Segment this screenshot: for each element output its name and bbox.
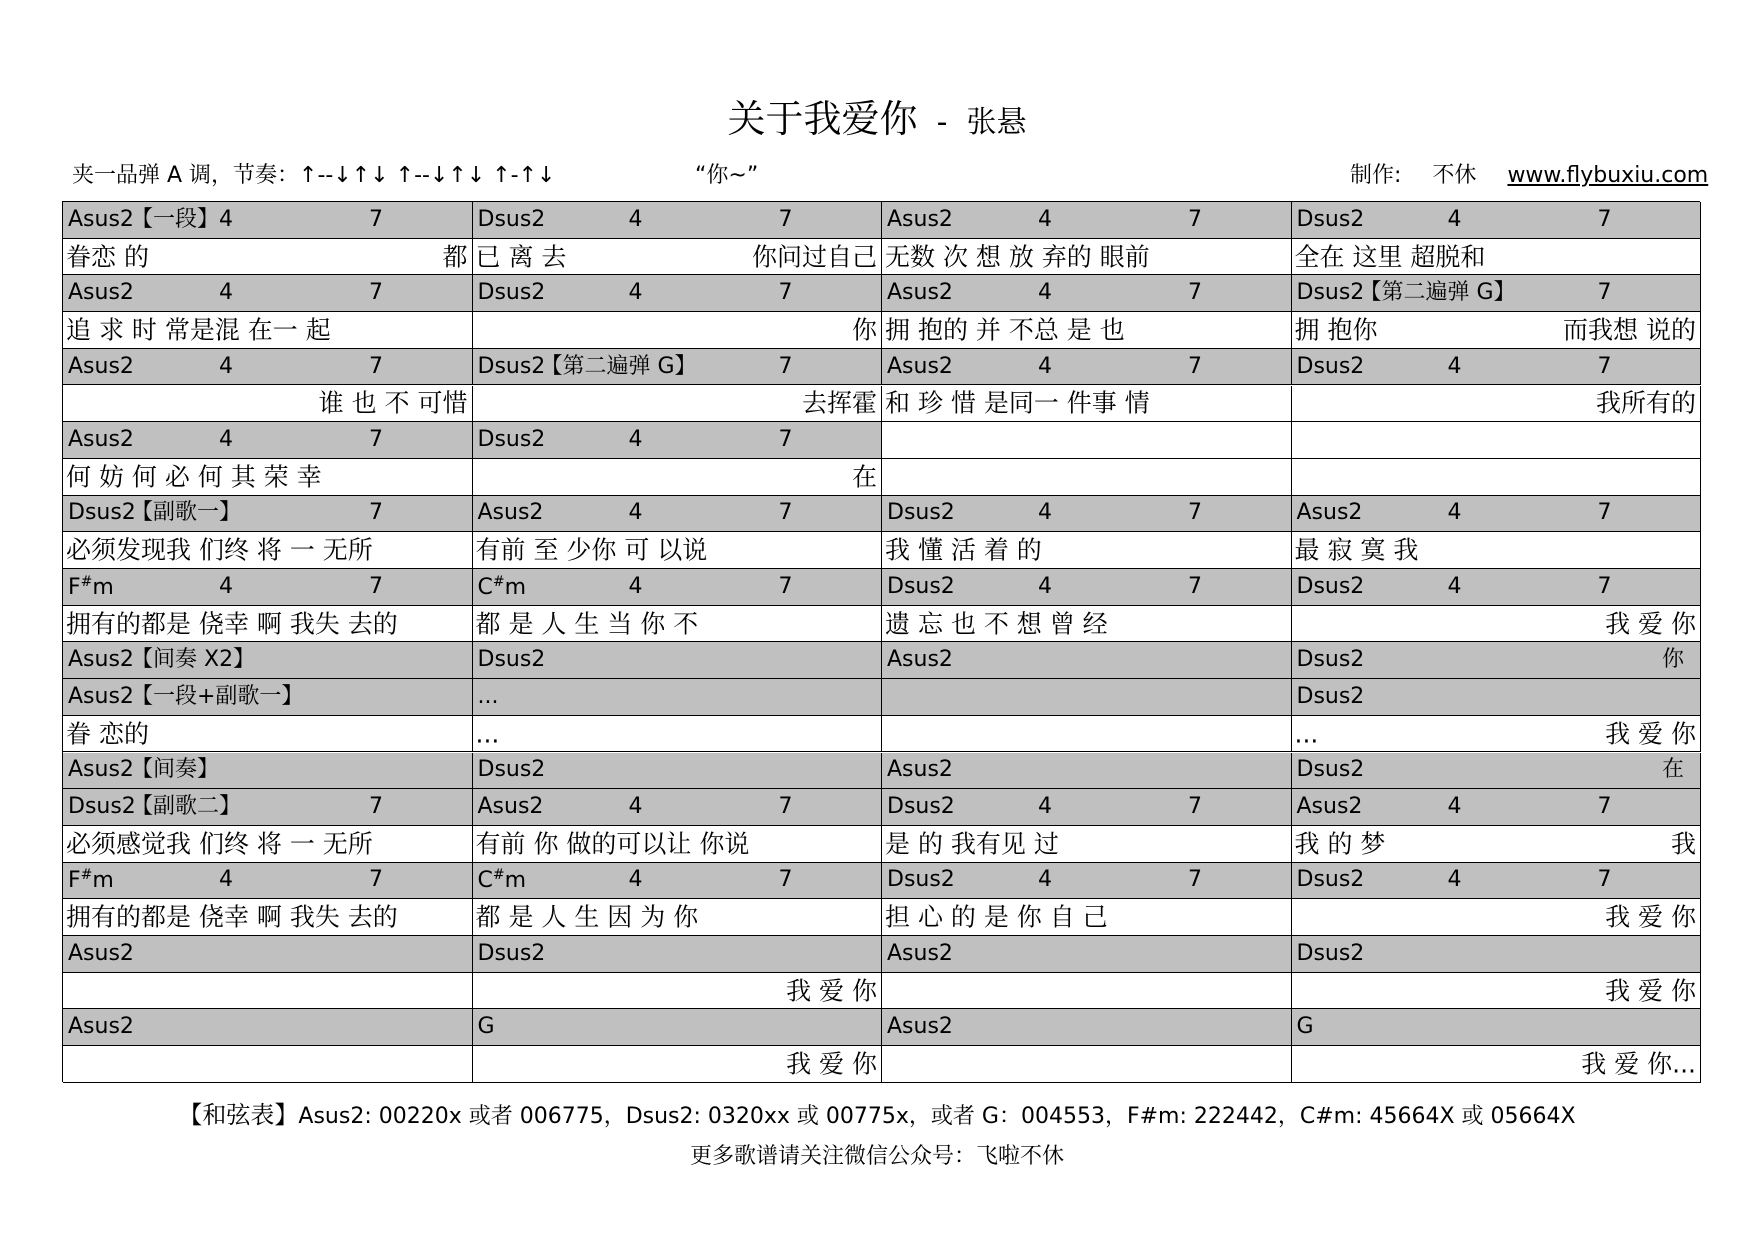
chord-name: Asus2 — [887, 1014, 953, 1040]
chord-cell — [1292, 275, 1702, 312]
lyric-cell — [1292, 973, 1702, 1010]
beat-marker: 7 — [1597, 794, 1612, 820]
section-tag: 【间奏 X2】 — [131, 647, 256, 673]
website-link[interactable]: www.flybuxiu.com — [1507, 163, 1709, 188]
section-tag: 【间奏】 — [131, 757, 220, 783]
chord-name: Asus2 — [1296, 794, 1363, 820]
lyric-cell — [882, 826, 1292, 863]
chord-cell — [882, 569, 1292, 606]
chord-name: ... — [477, 683, 499, 709]
lyric-text: 必须发现我 们终 将 一 无所 — [66, 535, 373, 565]
beat-marker: 7 — [778, 427, 793, 453]
lyric-cell — [63, 1046, 473, 1083]
lyric-cell — [63, 716, 473, 753]
beat-marker: 7 — [369, 867, 383, 893]
beat-marker: 7 — [1597, 206, 1612, 232]
chord-cell — [473, 753, 883, 790]
chord-name: Asus2 — [68, 757, 134, 783]
beat-marker: 7 — [1188, 206, 1202, 232]
chord-sheet-grid — [62, 201, 1700, 1082]
chord-name: Dsus2 — [1296, 573, 1365, 599]
beat-marker: 7 — [1597, 280, 1612, 306]
chord-cell — [882, 275, 1292, 312]
beat-marker: 4 — [1038, 353, 1052, 379]
chord-cell — [1292, 569, 1702, 606]
lyric-text: 我所有的 — [1595, 388, 1696, 418]
lyric-cell — [473, 532, 883, 569]
lyric-cell — [63, 973, 473, 1010]
beat-marker: 4 — [628, 427, 643, 453]
chord-name: Dsus2 — [1296, 867, 1365, 893]
chord-cell — [1292, 863, 1702, 900]
section-tag: 【副歌二】 — [131, 794, 242, 820]
chord-name: Dsus2 — [68, 500, 136, 526]
chord-cell — [473, 1009, 883, 1046]
chord-name: Dsus2 — [1296, 280, 1365, 306]
lyric-text: 拥有的都是 侥幸 啊 我失 去的 — [66, 902, 398, 932]
beat-marker: 4 — [1447, 353, 1462, 379]
chord-name: Asus2 — [68, 353, 134, 379]
lyric-cell — [882, 716, 1292, 753]
lyric-cell — [473, 459, 883, 496]
lyric-cell — [473, 716, 883, 753]
lyric-text: ... — [1294, 719, 1319, 749]
beat-marker: 7 — [1188, 280, 1202, 306]
section-tag: 【第二遍弹 G】 — [540, 353, 697, 379]
chord-name: Dsus2 — [477, 647, 546, 673]
lyric-cell — [473, 239, 883, 276]
lyric-cell — [1292, 826, 1702, 863]
chord-name: C#m — [477, 867, 527, 894]
chord-name: Dsus2 — [887, 794, 955, 820]
lyric-text: 何 妨 何 必 何 其 荣 幸 — [66, 462, 322, 492]
intro-cue: “你~” — [695, 163, 759, 188]
beat-marker: 4 — [1038, 206, 1052, 232]
beat-marker: 4 — [628, 573, 643, 599]
beat-marker: 7 — [369, 206, 383, 232]
chord-name: Dsus2 — [477, 280, 546, 306]
chord-name: Asus2 — [887, 353, 953, 379]
lyric-text: 我 爱 你 — [1605, 902, 1696, 932]
chord-cell — [882, 936, 1292, 973]
chord-cell — [882, 202, 1292, 239]
chord-cell — [882, 753, 1292, 790]
lyric-cell — [473, 973, 883, 1010]
chord-name: Asus2 — [887, 280, 953, 306]
credit-line — [1350, 158, 1708, 189]
chord-cell — [63, 422, 473, 459]
lyric-cell — [1292, 1046, 1702, 1083]
lyric-text: 你问过自己 — [751, 242, 877, 272]
chord-cell — [63, 349, 473, 386]
song-header — [0, 88, 1754, 143]
lyric-text: 担 心 的 是 你 自 己 — [885, 902, 1108, 932]
chord-cell — [1292, 202, 1702, 239]
chord-cell — [473, 349, 883, 386]
lyric-text: 和 珍 惜 是同一 件事 情 — [885, 388, 1150, 418]
beat-marker: 7 — [778, 500, 793, 526]
beat-marker: 4 — [1038, 280, 1052, 306]
lyric-cell — [63, 386, 473, 423]
beat-marker: 4 — [628, 500, 643, 526]
chord-cell — [1292, 642, 1702, 679]
chord-cell — [473, 569, 883, 606]
lyric-cell — [63, 826, 473, 863]
lyric-cell — [1292, 899, 1702, 936]
beat-marker: 4 — [219, 573, 233, 599]
beat-marker: 7 — [1597, 500, 1612, 526]
lyric-text: 全在 这里 超脱和 — [1294, 242, 1486, 272]
beat-marker: 7 — [1188, 353, 1202, 379]
chord-cell — [63, 202, 473, 239]
lyric-text: 在 — [851, 462, 877, 492]
beat-marker: 4 — [1038, 867, 1052, 893]
lyric-cell — [882, 532, 1292, 569]
chord-name: Asus2 — [68, 427, 134, 453]
chord-name: Dsus2 — [477, 757, 546, 783]
beat-marker: 7 — [778, 573, 793, 599]
lyric-cell — [882, 1046, 1292, 1083]
lyric-text: 我 爱 你... — [1581, 1049, 1696, 1079]
beat-marker: 4 — [1447, 867, 1462, 893]
lyric-cell — [1292, 386, 1702, 423]
beat-marker: 7 — [369, 573, 383, 599]
lyric-text: 我 的 梦 — [1294, 829, 1386, 859]
chord-cell — [473, 275, 883, 312]
beat-marker: 4 — [1447, 794, 1462, 820]
lyric-text: 都 — [442, 242, 468, 272]
chord-cell — [1292, 789, 1702, 826]
section-tag: 【第二遍弹 G】 — [1359, 280, 1516, 306]
empty-cell — [1292, 459, 1702, 496]
lyric-cell — [473, 386, 883, 423]
song-title: 关于我爱你 — [727, 97, 918, 141]
beat-marker: 7 — [1597, 867, 1612, 893]
chord-cell — [473, 936, 883, 973]
chord-cell — [473, 642, 883, 679]
beat-marker: 7 — [1188, 573, 1202, 599]
chord-row-lyric: 在 — [1661, 757, 1684, 783]
lyric-text: 我 爱 你 — [786, 1049, 877, 1079]
beat-marker: 4 — [1038, 573, 1052, 599]
chord-name: Dsus2 — [477, 206, 546, 232]
lyric-text: 我 懂 活 着 的 — [885, 535, 1042, 565]
chord-cell — [1292, 679, 1702, 716]
lyric-cell — [473, 899, 883, 936]
chord-name: Asus2 — [68, 1014, 134, 1040]
chord-name: Asus2 — [887, 206, 953, 232]
lyric-text: 都 是 人 生 因 为 你 — [475, 902, 699, 932]
chord-table — [0, 1095, 1754, 1130]
empty-cell — [882, 422, 1292, 459]
beat-marker: 4 — [628, 794, 643, 820]
beat-marker: 4 — [219, 867, 233, 893]
chord-cell — [473, 789, 883, 826]
lyric-text: 谁 也 不 可惜 — [318, 388, 468, 418]
lyric-text: 眷恋 的 — [66, 242, 149, 272]
chord-cell — [63, 679, 473, 716]
chord-name: Asus2 — [887, 757, 953, 783]
lyric-cell — [63, 532, 473, 569]
beat-marker: 7 — [778, 867, 793, 893]
lyric-text: 必须感觉我 们终 将 一 无所 — [66, 829, 373, 859]
lyric-cell — [1292, 716, 1702, 753]
chord-name: Dsus2 — [1296, 206, 1365, 232]
chord-name: Dsus2 — [887, 573, 955, 599]
chord-name: Asus2 — [68, 940, 134, 966]
capo-rhythm-info: 夹一品弹 A 调，节奏：↑--↓↑↓ ↑--↓↑↓ ↑-↑↓ — [72, 163, 556, 188]
beat-marker: 7 — [1597, 353, 1612, 379]
chord-name: Asus2 — [68, 647, 134, 673]
chord-name: F#m — [68, 573, 114, 601]
lyric-cell — [882, 239, 1292, 276]
maker-label: 制作: — [1350, 163, 1402, 188]
chord-cell — [63, 753, 473, 790]
chord-cell — [63, 936, 473, 973]
chord-cell — [1292, 496, 1702, 533]
beat-marker: 7 — [1188, 867, 1202, 893]
lyric-text: 拥 抱你 — [1294, 315, 1378, 345]
lyric-text: 我 爱 你 — [1605, 719, 1696, 749]
chord-cell — [63, 863, 473, 900]
lyric-text: 眷 恋的 — [66, 719, 149, 749]
beat-marker: 4 — [219, 206, 233, 232]
beat-marker: 4 — [1447, 573, 1462, 599]
chord-name: Asus2 — [477, 794, 544, 820]
beat-marker: 7 — [1188, 500, 1202, 526]
lyric-text: 我 爱 你 — [1605, 976, 1696, 1006]
lyric-cell — [1292, 532, 1702, 569]
chord-name: Dsus2 — [887, 500, 955, 526]
chord-cell — [473, 202, 883, 239]
lyric-cell — [63, 899, 473, 936]
chord-name: Dsus2 — [1296, 647, 1365, 673]
beat-marker: 7 — [369, 794, 383, 820]
beat-marker: 7 — [1188, 794, 1202, 820]
lyric-text: 都 是 人 生 当 你 不 — [475, 609, 699, 639]
lyric-text: 是 的 我有见 过 — [885, 829, 1059, 859]
lyric-cell — [63, 312, 473, 349]
artist-name: 张悬 — [966, 105, 1027, 140]
chord-name: Asus2 — [68, 683, 134, 709]
lyric-text: 拥 抱的 并 不总 是 也 — [885, 315, 1125, 345]
chord-cell — [63, 496, 473, 533]
beat-marker: 4 — [1038, 500, 1052, 526]
chord-name: Dsus2 — [477, 353, 546, 379]
maker-name: 不休 — [1432, 163, 1477, 188]
chord-cell — [1292, 1009, 1702, 1046]
empty-cell — [882, 459, 1292, 496]
lyric-text: 有前 至 少你 可 以说 — [475, 535, 708, 565]
chord-cell — [1292, 753, 1702, 790]
beat-marker: 7 — [778, 206, 793, 232]
chord-cell — [63, 275, 473, 312]
lyric-cell — [882, 312, 1292, 349]
chord-cell — [882, 349, 1292, 386]
chord-cell — [1292, 936, 1702, 973]
lyric-text: 而我想 说的 — [1563, 315, 1696, 345]
beat-marker: 7 — [1597, 573, 1612, 599]
beat-marker: 4 — [219, 280, 233, 306]
lyric-text: 追 求 时 常是混 在一 起 — [66, 315, 331, 345]
lyric-cell — [1292, 312, 1702, 349]
beat-marker: 4 — [628, 280, 643, 306]
chord-cell — [473, 863, 883, 900]
chord-cell — [473, 679, 883, 716]
lyric-cell — [63, 459, 473, 496]
lyric-cell — [882, 899, 1292, 936]
chord-cell — [63, 789, 473, 826]
beat-marker: 4 — [1447, 500, 1462, 526]
lyric-cell — [1292, 606, 1702, 643]
lyric-text: ... — [475, 719, 500, 749]
lyric-text: 我 爱 你 — [1605, 609, 1696, 639]
chord-cell — [63, 569, 473, 606]
chord-name: Asus2 — [68, 206, 134, 232]
beat-marker: 4 — [219, 427, 233, 453]
chord-name: Dsus2 — [477, 940, 546, 966]
beat-marker: 7 — [778, 794, 793, 820]
chord-name: Dsus2 — [887, 867, 955, 893]
chord-name: Dsus2 — [1296, 757, 1365, 783]
chord-name: Dsus2 — [1296, 353, 1365, 379]
chord-name: Asus2 — [887, 647, 953, 673]
footer-note: 更多歌谱请关注微信公众号：飞啦不休 — [689, 1144, 1064, 1169]
lyric-cell — [882, 973, 1292, 1010]
empty-cell — [1292, 422, 1702, 459]
chord-row-lyric: 你 — [1661, 647, 1684, 673]
chord-name: Dsus2 — [477, 427, 546, 453]
chord-name: Dsus2 — [1296, 940, 1365, 966]
chord-name: Asus2 — [1296, 500, 1363, 526]
lyric-text: 最 寂 寞 我 — [1294, 535, 1419, 565]
beat-marker: 4 — [219, 353, 233, 379]
chord-name: F#m — [68, 867, 114, 894]
chord-cell — [473, 496, 883, 533]
beat-marker: 4 — [1038, 794, 1052, 820]
chord-name: C#m — [477, 573, 527, 601]
chord-cell — [882, 679, 1292, 716]
chord-name: G — [477, 1014, 495, 1040]
beat-marker: 7 — [778, 353, 793, 379]
lyric-cell — [882, 606, 1292, 643]
lyric-cell — [63, 239, 473, 276]
section-tag: 【一段】 — [131, 206, 220, 232]
chord-cell — [882, 789, 1292, 826]
section-tag: 【副歌一】 — [131, 500, 242, 526]
beat-marker: 4 — [628, 206, 643, 232]
chord-name: Asus2 — [477, 500, 544, 526]
lyric-cell — [63, 606, 473, 643]
lyric-cell — [1292, 239, 1702, 276]
chord-cell — [882, 642, 1292, 679]
chord-name: Dsus2 — [68, 794, 136, 820]
beat-marker: 7 — [369, 280, 383, 306]
chord-name: Asus2 — [68, 280, 134, 306]
beat-marker: 4 — [628, 867, 643, 893]
lyric-cell — [473, 606, 883, 643]
chord-cell — [882, 863, 1292, 900]
chord-cell — [1292, 349, 1702, 386]
lyric-text: 有前 你 做的可以让 你说 — [475, 829, 750, 859]
chord-cell — [882, 496, 1292, 533]
lyric-cell — [882, 386, 1292, 423]
chord-name: Dsus2 — [1296, 683, 1365, 709]
chord-table-text: Asus2: 00220x 或者 006775，Dsus2: 0320xx 或 00775x，或者 G：004553，F#m: 222442，C#m: 45664X 或 05664X — [298, 1104, 1576, 1129]
beat-marker: 7 — [369, 427, 383, 453]
beat-marker: 7 — [369, 353, 383, 379]
beat-marker: 7 — [778, 280, 793, 306]
lyric-text: 拥有的都是 侥幸 啊 我失 去的 — [66, 609, 398, 639]
chord-cell — [473, 422, 883, 459]
lyric-text: 我 爱 你 — [786, 976, 877, 1006]
lyric-cell — [473, 312, 883, 349]
section-tag: 【一段+副歌一】 — [131, 683, 304, 709]
lyric-text: 去挥霍 — [801, 388, 877, 418]
lyric-text: 已 离 去 — [475, 242, 567, 272]
title-separator: - — [936, 105, 948, 140]
chord-name: G — [1296, 1014, 1314, 1040]
chord-name: Asus2 — [887, 940, 953, 966]
lyric-cell — [473, 1046, 883, 1083]
chord-cell — [882, 1009, 1292, 1046]
chord-cell — [63, 1009, 473, 1046]
lyric-text: 我 — [1670, 829, 1696, 859]
beat-marker: 4 — [1447, 206, 1462, 232]
lyric-text: 你 — [851, 315, 877, 345]
beat-marker: 7 — [369, 500, 383, 526]
lyric-text: 无数 次 想 放 弃的 眼前 — [885, 242, 1150, 272]
chord-cell — [63, 642, 473, 679]
lyric-cell — [473, 826, 883, 863]
chord-table-heading: 【和弦表】 — [178, 1101, 299, 1129]
lyric-text: 遗 忘 也 不 想 曾 经 — [885, 609, 1108, 639]
